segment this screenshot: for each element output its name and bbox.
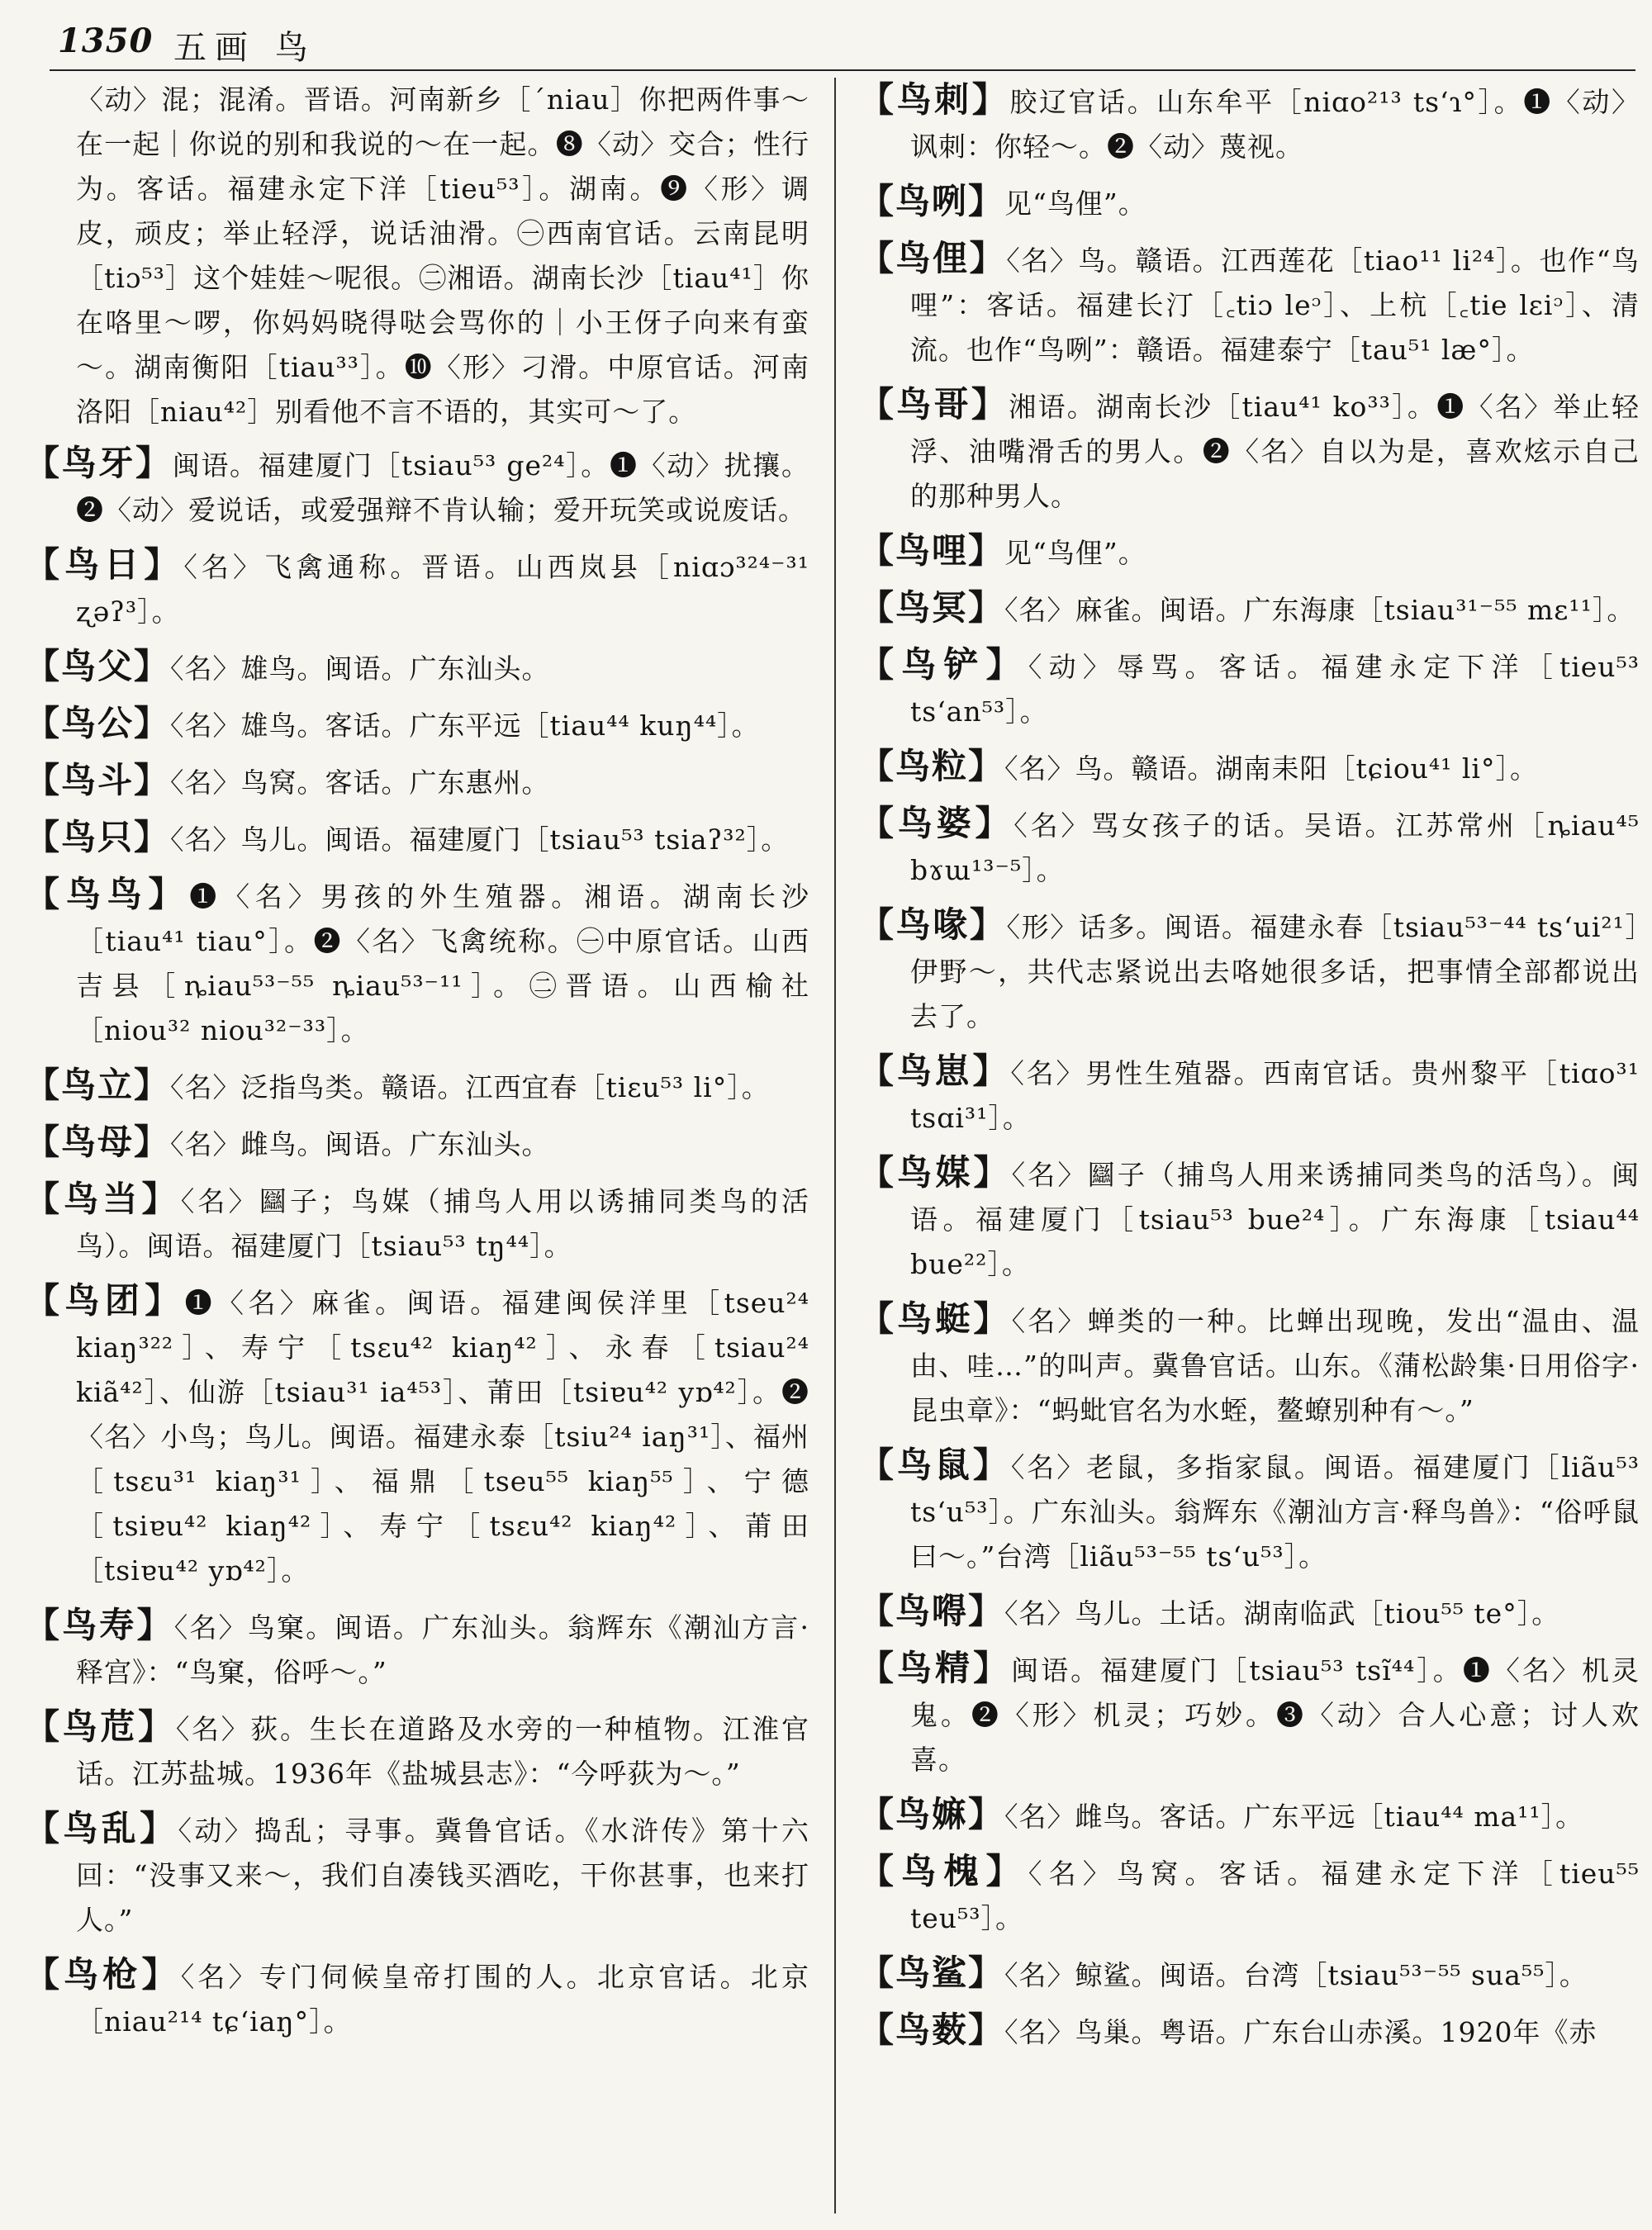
entry-headword: 【鸟立】 — [25, 1065, 171, 1105]
entry-headword: 【鸟只】 — [25, 817, 171, 857]
dictionary-entry — [25, 1603, 809, 1695]
entry-definition: 〈名〉鸟。赣语。湖南耒阳［tɕiou⁴¹ li°］。 — [1004, 752, 1538, 785]
entry-definition: 〈名〉圝子；鸟媒（捕鸟人用以诱捕同类鸟的活鸟）。闽语。福建厦门［tsiau⁵³ tŋ⁴⁴］。 — [76, 1185, 809, 1262]
dictionary-entry — [859, 382, 1640, 519]
dictionary-entry — [859, 1792, 1640, 1839]
entry-definition: 〈名〉荻。生长在道路及水旁的一种植物。江淮官话。江苏盐城。1936年《盐城县志》：“今呼荻为～。” — [76, 1713, 809, 1790]
left-entry-list — [25, 441, 809, 2044]
dictionary-entry — [25, 1120, 809, 1167]
entry-headword: 【鸟斗】 — [25, 760, 171, 800]
entry-headword: 【鸟日】 — [25, 544, 184, 585]
entry-definition: 〈名〉蝉类的一种。比蝉出现晚，发出“温由、温由、哇…”的叫声。冀鲁官话。山东。《蒲松龄集·日用俗字·昆虫章》：“蚂蚍官名为水蛭，鳌蟟别种有～。” — [910, 1305, 1640, 1426]
entry-headword: 【鸟当】 — [25, 1179, 181, 1219]
entry-definition: 〈动〉辱骂。客话。福建永定下洋［tieu⁵³ tsʻan⁵³］。 — [910, 651, 1640, 728]
entry-definition: 〈名〉雄鸟。闽语。广东汕头。 — [170, 652, 550, 685]
dictionary-entry — [25, 758, 809, 805]
entry-headword: 【鸟苊】 — [25, 1706, 176, 1747]
entry-headword: 【鸟鼠】 — [859, 1445, 1011, 1485]
entry-definition: 〈名〉鸟儿。闽语。福建厦门［tsiau⁵³ tsiaʔ³²］。 — [170, 823, 790, 856]
entry-headword: 【鸟嫲】 — [859, 1794, 1005, 1834]
entry-headword: 【鸟鲨】 — [859, 1952, 1005, 1993]
right-column — [859, 78, 1640, 2217]
entry-headword: 【鸟婆】 — [859, 803, 1014, 843]
dictionary-entry — [859, 801, 1640, 893]
dictionary-entry — [25, 1063, 809, 1110]
entry-definition: 〈名〉泛指鸟类。赣语。江西宜春［tiɛu⁵³ li°］。 — [170, 1071, 770, 1103]
entry-headword: 【鸟嘚】 — [859, 1591, 1005, 1631]
entry-headword: 【鸟枪】 — [25, 1954, 181, 1995]
entry-headword: 【鸟寿】 — [25, 1605, 174, 1645]
dictionary-entry — [859, 529, 1640, 576]
entry-definition: 湘语。湖南长沙［tiau⁴¹ ko³³］。❶〈名〉举止轻浮、油嘴滑舌的男人。❷〈名〉自以为是，喜欢炫示自己的那种男人。 — [910, 391, 1640, 512]
entry-definition: 〈名〉鸟窠。闽语。广东汕头。翁辉东《潮汕方言·释宫》：“鸟窠，俗呼～。” — [76, 1611, 809, 1688]
entry-headword: 【鸟公】 — [25, 703, 171, 743]
dictionary-entry — [25, 1279, 809, 1593]
entry-headword: 【鸟刺】 — [859, 79, 1010, 120]
dictionary-entry — [859, 236, 1640, 372]
dictionary-entry — [859, 1049, 1640, 1141]
entry-definition: 〈名〉雌鸟。客话。广东平远［tiau⁴⁴ ma¹¹］。 — [1004, 1801, 1584, 1833]
dictionary-entry — [859, 78, 1640, 169]
dictionary-entry — [25, 441, 809, 533]
page-title: 五画 鸟 — [173, 29, 316, 67]
entry-definition: 〈名〉鲸鲨。闽语。台湾［tsiau⁵³⁻⁵⁵ sua⁵⁵］。 — [1004, 1959, 1588, 1991]
dictionary-entry — [25, 1952, 809, 2044]
dictionary-entry — [859, 1849, 1640, 1941]
entry-headword: 【鸟喙】 — [859, 904, 1007, 945]
entry-definition: 见“鸟俚”。 — [1004, 537, 1146, 569]
dictionary-entry — [25, 543, 809, 634]
entry-headword: 【鸟哥】 — [859, 384, 1009, 425]
dictionary-entry — [25, 815, 809, 862]
entry-definition: 〈名〉雌鸟。闽语。广东汕头。 — [170, 1128, 550, 1160]
entry-definition: 〈名〉圝子（捕鸟人用来诱捕同类鸟的活鸟）。闽语。福建厦门［tsiau⁵³ bue²⁴］。广东海康［tsiau⁴⁴ bue²²］。 — [910, 1159, 1640, 1280]
dictionary-entry — [859, 179, 1640, 226]
dictionary-entry — [859, 1443, 1640, 1579]
continuation-text: 〈动〉混；混淆。晋语。河南新乡［ˊniau］你把两件事～在一起｜你说的别和我说的～在一起。❽〈动〉交合；性行为。客话。福建永定下洋［tieu⁵³］。湖南。❾〈形〉调皮，顽皮；举止轻浮，说话油滑。㊀西南官话。云南昆明［tiɔ⁵³］这个娃娃～呢很。㊁湘语。湖南长沙［tiau⁴¹］你在咯里～啰，你妈妈晓得哒会骂你的｜小王伢子向来有蛮～。湖南衡阳［tiau³³］。❿〈形〉刁滑。中原官话。河南洛阳［niau⁴²］别看他不言不语的，其实可～了。 — [76, 83, 809, 428]
entry-definition: 〈名〉鸟儿。土话。湖南临武［tiou⁵⁵ te°］。 — [1004, 1597, 1560, 1630]
entry-headword: 【鸟崽】 — [859, 1051, 1011, 1091]
entry-definition: 〈名〉骂女孩子的话。吴语。江苏常州［ȵiau⁴⁵ bɤɯ¹³⁻⁵］。 — [910, 809, 1640, 886]
entry-definition: 〈名〉鸟窝。客话。福建永定下洋［tieu⁵⁵ teu⁵³］。 — [910, 1858, 1640, 1934]
entry-definition: 〈名〉鸟巢。粤语。广东台山赤溪。1920年《赤 — [1004, 2016, 1597, 2048]
entry-headword: 【鸟媒】 — [859, 1152, 1012, 1193]
dictionary-entry — [859, 1297, 1640, 1433]
entry-headword: 【鸟蜓】 — [859, 1298, 1012, 1339]
entry-headword: 【鸟薮】 — [859, 2009, 1005, 2050]
dictionary-entry — [859, 903, 1640, 1039]
dictionary-entry — [859, 1589, 1640, 1636]
dictionary-entry — [25, 701, 809, 748]
entry-definition: 〈名〉雄鸟。客话。广东平远［tiau⁴⁴ kuŋ⁴⁴］。 — [170, 709, 760, 742]
dictionary-entry — [859, 586, 1640, 633]
dictionary-entry — [859, 1951, 1640, 1998]
entry-definition: 〈动〉捣乱；寻事。冀鲁官话。《水浒传》第十六回：“没事又来～，我们自凑钱买酒吃，干你甚事，也来打人。” — [76, 1815, 809, 1936]
entry-headword: 【鸟团】 — [25, 1280, 185, 1321]
entry-headword: 【鸟铲】 — [859, 644, 1028, 685]
entry-headword: 【鸟俚】 — [859, 238, 1007, 278]
entry-headword: 【鸟哩】 — [859, 530, 1005, 571]
dictionary-entry — [859, 2008, 1640, 2055]
entry-definition: 〈名〉飞禽通称。晋语。山西岚县［niɑɔ³²⁴⁻³¹ ʐəʔ³］。 — [76, 551, 809, 628]
dictionary-entry — [859, 1646, 1640, 1782]
entry-definition: ❶〈名〉男孩的外生殖器。湘语。湖南长沙［tiau⁴¹ tiau°］。❷〈名〉飞禽统称。㊀中原官话。山西吉县［ȵiau⁵³⁻⁵⁵ ȵiau⁵³⁻¹¹］。㊁晋语。山西榆社［niou³² niou³²⁻³³］。 — [76, 880, 809, 1046]
entry-headword: 【鸟咧】 — [859, 181, 1005, 221]
entry-definition: 〈名〉男性生殖器。西南官话。贵州黎平［tiɑo³¹ tsɑi³¹］。 — [910, 1057, 1640, 1134]
right-entry-list — [859, 78, 1640, 2055]
left-column — [25, 78, 809, 2217]
entry-definition: ❶〈名〉麻雀。闽语。福建闽侯洋里［tseu²⁴ kiaŋ³²²］、寿宁［tsɛu⁴² kiaŋ⁴²］、永春［tsiau²⁴ kiã⁴²］、仙游［tsiau³¹ ia⁴⁵³］、莆田［tsiɐu⁴² yɒ⁴²］。❷〈名〉小鸟；鸟儿。闽语。福建永泰［tsiu²⁴ iaŋ³¹］、福州［tsɛu³¹ kiaŋ³¹］、福鼎［tseu⁵⁵ kiaŋ⁵⁵］、宁德［tsiɐu⁴² kiaŋ⁴²］、寿宁［tsɛu⁴² kiaŋ⁴²］、莆田［tsiɐu⁴² yɒ⁴²］。 — [76, 1287, 809, 1587]
entry-definition: 〈名〉鸟窝。客话。广东惠州。 — [170, 766, 550, 799]
entry-definition: 〈名〉专门伺候皇帝打围的人。北京官话。北京［niau²¹⁴ tɕʻiaŋ°］。 — [76, 1961, 809, 2038]
entry-definition: 〈名〉老鼠，多指家鼠。闽语。福建厦门［liãu⁵³ tsʻu⁵³］。广东汕头。翁辉东《潮汕方言·释鸟兽》：“俗呼鼠曰～。”台湾［liãu⁵³⁻⁵⁵ tsʻu⁵³］。 — [910, 1451, 1640, 1573]
dictionary-entry — [859, 643, 1640, 734]
entry-headword: 【鸟粒】 — [859, 746, 1005, 786]
entry-headword: 【鸟父】 — [25, 646, 171, 686]
dictionary-entry — [25, 1806, 809, 1943]
entry-headword: 【鸟鸟】 — [25, 874, 190, 914]
page-number: 1350 — [58, 21, 154, 60]
dictionary-entry — [25, 1705, 809, 1796]
entry-definition: 闽语。福建厦门［tsiau⁵³ tsĩ⁴⁴］。❶〈名〉机灵鬼。❷〈形〉机灵；巧妙。❸〈动〉合人心意；讨人欢喜。 — [910, 1654, 1640, 1776]
entry-definition: 见“鸟俚”。 — [1004, 187, 1146, 220]
entry-definition: 闽语。福建厦门［tsiau⁵³ ge²⁴］。❶〈动〉扰攘。❷〈动〉爱说话，或爱强辩不肯认输；爱开玩笑或说废话。 — [76, 449, 809, 526]
entry-headword: 【鸟精】 — [859, 1648, 1012, 1688]
dictionary-entry — [25, 1177, 809, 1269]
dictionary-entry — [859, 744, 1640, 791]
entry-headword: 【鸟母】 — [25, 1122, 171, 1162]
dictionary-entry — [859, 1151, 1640, 1287]
dictionary-entry — [25, 872, 809, 1053]
column-divider — [834, 78, 836, 2213]
entry-headword: 【鸟乱】 — [25, 1808, 178, 1848]
entry-definition: 〈名〉麻雀。闽语。广东海康［tsiau³¹⁻⁵⁵ mɛ¹¹］。 — [1004, 594, 1635, 626]
entry-headword: 【鸟牙】 — [25, 443, 173, 483]
page-header — [50, 17, 1635, 71]
entry-headword: 【鸟槐】 — [859, 1851, 1028, 1891]
entry-headword: 【鸟冥】 — [859, 587, 1005, 628]
entry-definition: 胶辽官话。山东牟平［niɑo²¹³ tsʻɿ°］。❶〈动〉讽刺：你轻～。❷〈动〉蔑视。 — [910, 86, 1640, 163]
entry-definition: 〈形〉话多。闽语。福建永春［tsiau⁵³⁻⁴⁴ tsʻui²¹］伊野～，共代志紧说出去咯她很多话，把事情全部都说出去了。 — [910, 911, 1640, 1032]
dictionary-entry — [25, 644, 809, 691]
entry-definition: 〈名〉鸟。赣语。江西莲花［tiao¹¹ li²⁴］。也作“鸟哩”：客话。福建长汀［꜀tiɔ leᵓ］、上杭［꜀tie lɛiᵓ］、清流。也作“鸟咧”：赣语。福建泰宁［tau⁵¹ læ°］。 — [910, 244, 1640, 366]
